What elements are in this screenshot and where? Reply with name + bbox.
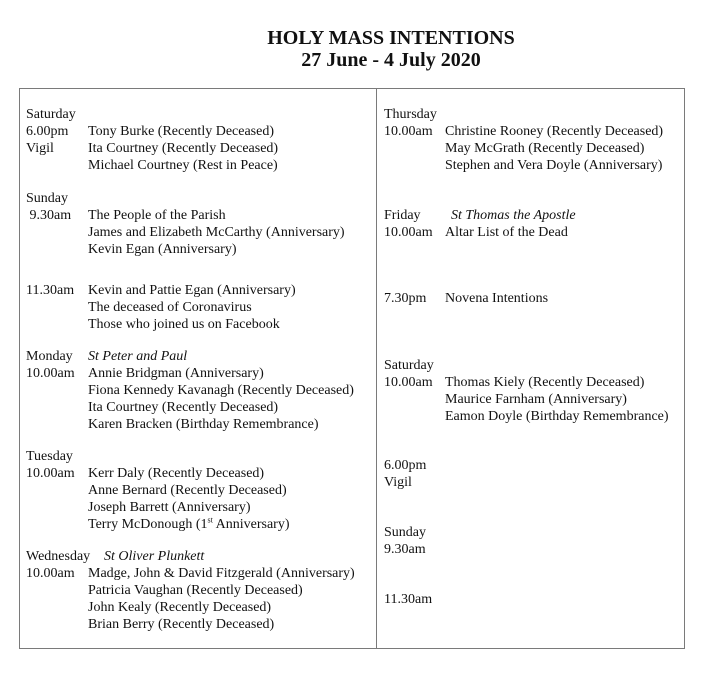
feast-day: St Peter and Paul	[88, 349, 188, 364]
time-label: 6.00pm	[26, 124, 69, 139]
intention: Ita Courtney (Recently Deceased)	[88, 400, 279, 415]
intention: Annie Bridgman (Anniversary)	[88, 366, 264, 381]
intention: Michael Courtney (Rest in Peace)	[88, 158, 278, 173]
intention: Karen Bracken (Birthday Remembrance)	[88, 417, 319, 432]
intention: Kevin Egan (Anniversary)	[88, 242, 237, 257]
intention-part: Anniversary)	[212, 517, 290, 532]
intention-list	[88, 565, 355, 633]
day-label: Saturday	[26, 107, 76, 122]
day-label: Wednesday	[26, 549, 91, 564]
day-label: Tuesday	[26, 449, 73, 464]
date-range: 27 June - 4 July 2020	[301, 49, 481, 71]
intention: The deceased of Coronavirus	[88, 300, 252, 315]
intention: Anne Bernard (Recently Deceased)	[88, 483, 287, 498]
time-label: 10.00am	[384, 124, 433, 139]
intention-list	[88, 365, 354, 433]
intention-list	[88, 123, 278, 174]
intention-list	[445, 290, 548, 307]
intention: Tony Burke (Recently Deceased)	[88, 124, 274, 139]
intention	[88, 516, 289, 533]
day-label: Sunday	[26, 191, 68, 206]
time-label: 9.30am	[26, 208, 72, 223]
intention: Madge, John & David Fitzgerald (Anniversary)	[88, 566, 355, 581]
intention: Brian Berry (Recently Deceased)	[88, 617, 275, 632]
time-label: 6.00pm	[384, 458, 427, 473]
intention: Kerr Daly (Recently Deceased)	[88, 466, 265, 481]
ordinal-suffix: st	[207, 515, 213, 525]
time-label: 9.30am	[384, 542, 426, 557]
feast-day: St Thomas the Apostle	[451, 208, 576, 223]
left-monday-label	[26, 348, 75, 382]
feast-day: St Oliver Plunkett	[104, 549, 205, 564]
time-label: 7.30pm	[384, 291, 427, 306]
left-saturday-label	[26, 106, 76, 157]
left-sunday-label	[26, 190, 71, 224]
time-label: 10.00am	[384, 225, 433, 240]
day-label: Saturday	[384, 358, 434, 373]
time-label: 10.00am	[384, 375, 433, 390]
vigil-label: Vigil	[384, 475, 412, 490]
right-friday-label	[384, 207, 433, 241]
intention-list	[88, 282, 296, 333]
left-wednesday-label	[26, 548, 90, 582]
intention: James and Elizabeth McCarthy (Anniversary)	[88, 225, 345, 240]
intention: Novena Intentions	[445, 291, 549, 306]
intention: Maurice Farnham (Anniversary)	[445, 392, 627, 407]
intention-list	[445, 224, 568, 241]
intention: Christine Rooney (Recently Deceased)	[445, 124, 664, 139]
left-tuesday-label	[26, 448, 75, 482]
time-label: 11.30am	[26, 283, 75, 298]
intention: Eamon Doyle (Birthday Remembrance)	[445, 409, 669, 424]
day-label: Friday	[384, 208, 421, 223]
right-friday-evening-label	[384, 290, 426, 307]
right-thursday-label	[384, 106, 437, 140]
intention: Stephen and Vera Doyle (Anniversary)	[445, 158, 663, 173]
intention: Ita Courtney (Recently Deceased)	[88, 141, 279, 156]
day-label: Monday	[26, 349, 73, 364]
intention-list	[88, 465, 289, 533]
time-label: 10.00am	[26, 466, 75, 481]
intention: Those who joined us on Facebook	[88, 317, 280, 332]
intention: Kevin and Pattie Egan (Anniversary)	[88, 283, 296, 298]
intention: Thomas Kiely (Recently Deceased)	[445, 375, 645, 390]
intention: Joseph Barrett (Anniversary)	[88, 500, 251, 515]
vigil-label: Vigil	[26, 141, 54, 156]
intention: Fiona Kennedy Kavanagh (Recently Deceased)	[88, 383, 354, 398]
time-label: 10.00am	[26, 566, 75, 581]
intention-list	[445, 374, 669, 425]
intention: May McGrath (Recently Deceased)	[445, 141, 645, 156]
day-label: Thursday	[384, 107, 437, 122]
intention: The People of the Parish	[88, 208, 226, 223]
time-label: 10.00am	[26, 366, 75, 381]
intention-part: Terry McDonough (1	[88, 517, 208, 532]
day-label: Sunday	[384, 525, 426, 540]
intention: John Kealy (Recently Deceased)	[88, 600, 272, 615]
left-sunday-1130-label	[26, 282, 74, 299]
right-sunday-label	[384, 524, 426, 558]
page-title: HOLY MASS INTENTIONS	[267, 27, 515, 49]
time-label: 11.30am	[384, 592, 433, 607]
intention-list	[445, 123, 663, 174]
column-divider	[376, 88, 377, 649]
right-saturday-vigil-label	[384, 457, 426, 491]
right-sunday-1130-label	[384, 591, 432, 608]
intention: Altar List of the Dead	[445, 225, 568, 240]
right-saturday-label	[384, 357, 434, 391]
intention-list	[88, 207, 345, 258]
intention: Patricia Vaughan (Recently Deceased)	[88, 583, 303, 598]
